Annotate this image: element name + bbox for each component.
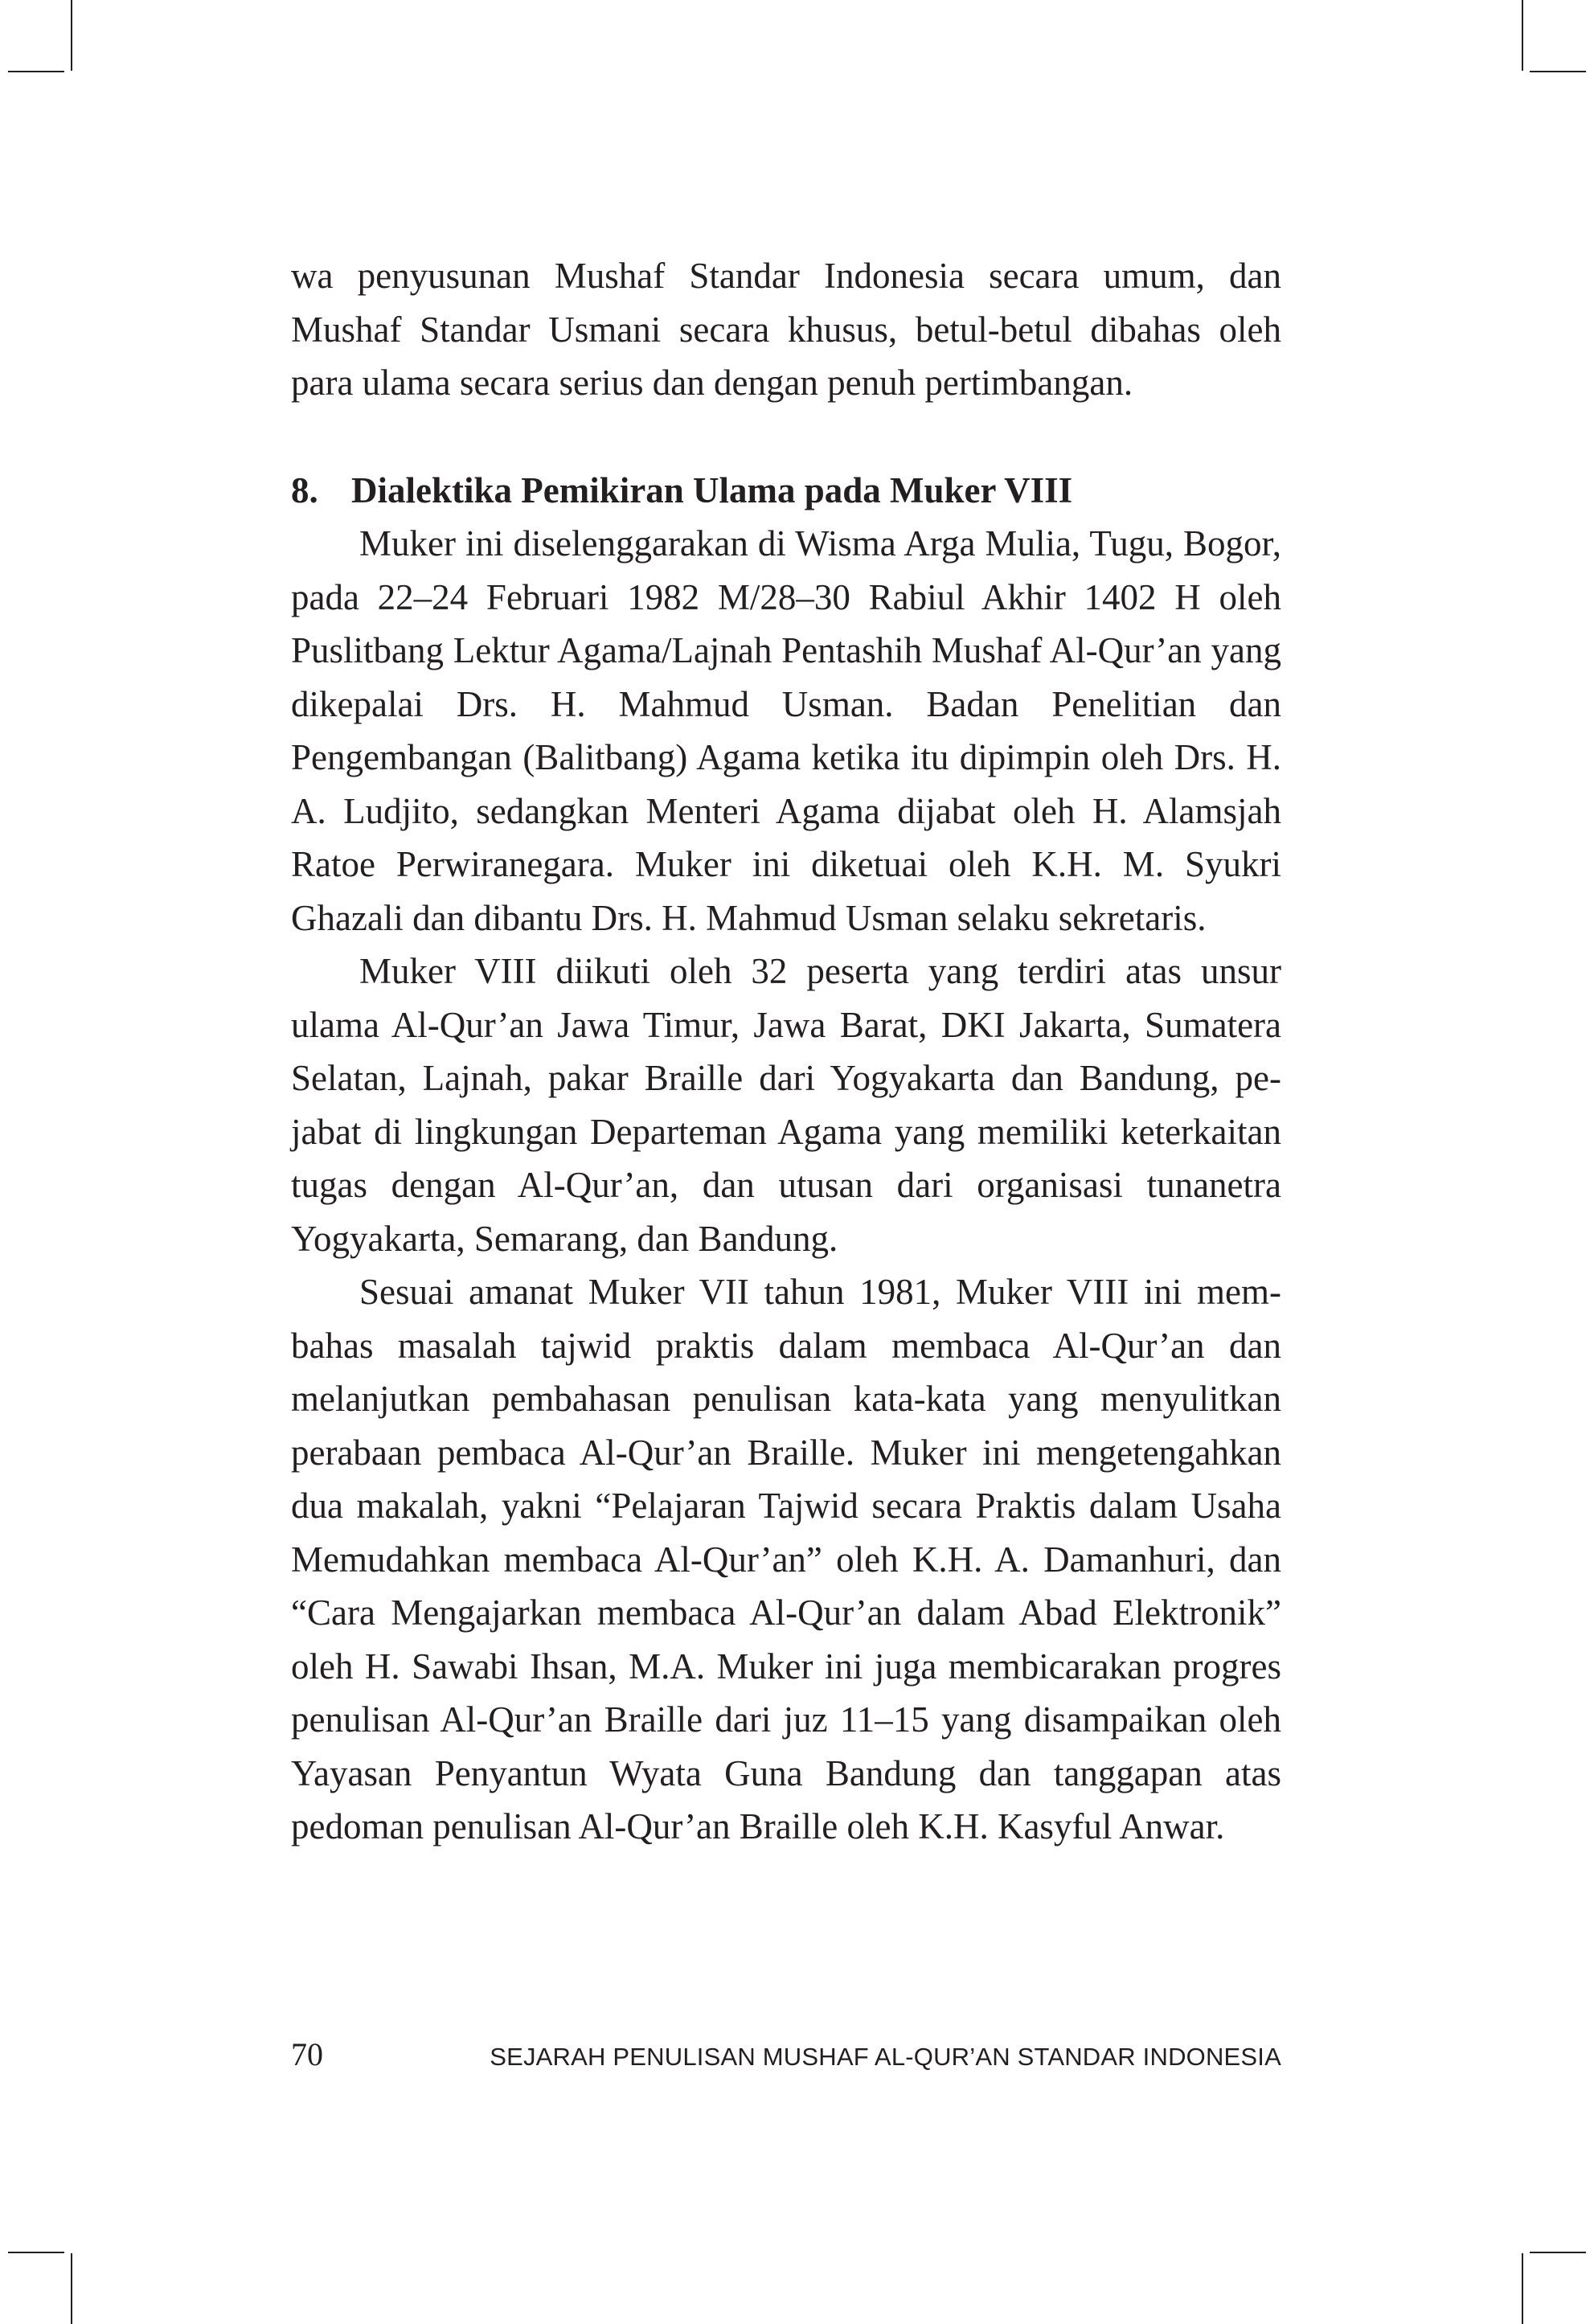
section-heading <box>291 464 1281 518</box>
body-paragraph: Sesuai amanat Muker VII tahun 1981, Muker VIII ini membahas masalah tajwid praktis dalam membaca Al-Qur’an dan melanjutkan pembahasan penulisan kata-kata yang menyulitkan perabaan pembaca Al-Qur’an Braille. Muker ini mengetengahkan dua makalah, yakni “Pelajaran Tajwid secara Praktis dalam Usaha Memudahkan membaca Al-Qur’an” oleh K.H. A. Damanhuri, dan “Cara Mengajarkan membaca Al-Qur’an dalam Abad Elektronik” oleh H. Sawabi Ihsan, M.A. Muker ini juga membicarakan progres penulisan Al-Qur’an Braille dari juz 11–15 yang disampaikan oleh Yayasan Penyantun Wyata Guna Bandung dan tanggapan atas pedoman penulisan Al-Qur’an Braille oleh K.H. Kasyful Anwar. <box>291 1272 1281 1846</box>
crop-mark-bottom-right-vertical <box>1522 2253 1523 2324</box>
crop-mark-bottom-left-vertical <box>71 2253 72 2324</box>
crop-mark-top-left-horizontal <box>8 71 64 72</box>
running-title: SEJARAH PENULISAN MUSHAF AL-QUR’AN STANDAR INDONESIA <box>490 2043 1281 2071</box>
crop-mark-bottom-left-horizontal <box>8 2252 64 2253</box>
section-title: Dialektika Pemikiran Ulama pada Muker VIII <box>351 469 1073 510</box>
page-body <box>291 249 1281 1854</box>
section-number: 8. <box>291 469 318 510</box>
page-footer <box>291 2035 1281 2073</box>
crop-mark-bottom-right-horizontal <box>1530 2252 1586 2253</box>
crop-mark-top-right-horizontal <box>1530 71 1586 72</box>
continuation-paragraph: wa penyusunan Mushaf Standar Indonesia secara umum, dan Mushaf Standar Usmani secara khusus, betul-betul dibahas oleh para ulama secara serius dan dengan penuh pertimbangan. <box>291 256 1281 403</box>
body-paragraph: Muker VIII diikuti oleh 32 peserta yang terdiri atas unsur ulama Al-Qur’an Jawa Timur, Jawa Barat, DKI Jakarta, Sumatera Selatan, Lajnah, pakar Braille dari Yogyakarta dan Bandung, pejabat di lingkungan Departeman Agama yang memiliki keterkaitan tugas dengan Al-Qur’an, dan utusan dari organisasi tunanetra Yogyakarta, Semarang, dan Bandung. <box>291 951 1281 1259</box>
crop-mark-top-left-vertical <box>71 0 72 71</box>
crop-mark-top-right-vertical <box>1522 0 1523 71</box>
page-number: 70 <box>291 2036 323 2072</box>
body-paragraph: Muker ini diselenggarakan di Wisma Arga Mulia, Tugu, Bogor, pada 22–24 Februari 1982 M/28–30 Rabiul Akhir 1402 H oleh Puslitbang Lektur Agama/Lajnah Pentashih Mushaf Al-Qur’an yang dikepalai Drs. H. Mahmud Usman. Badan Penelitian dan Pengembangan (Balitbang) Agama ketika itu dipimpin oleh Drs. H. A. Ludjito, sedangkan Menteri Agama dijabat oleh H. Alamsjah Ratoe Perwiranegara. Muker ini diketuai oleh K.H. M. Syukri Ghazali dan dibantu Drs. H. Mahmud Usman selaku sekretaris. <box>291 523 1281 938</box>
